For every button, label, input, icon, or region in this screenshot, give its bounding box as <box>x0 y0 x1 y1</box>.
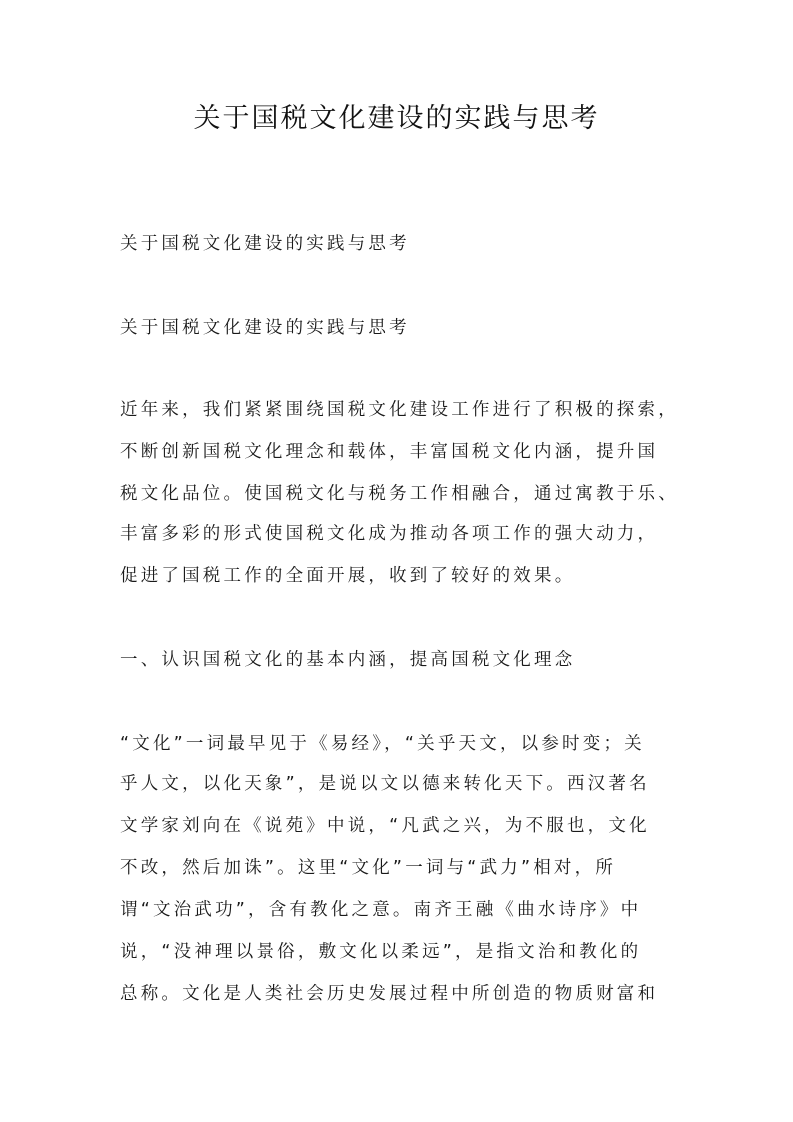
text-line: 促进了国税工作的全面开展，收到了较好的效果。 <box>120 566 576 586</box>
subtitle-line: 关于国税文化建设的实践与思考 <box>120 234 410 254</box>
text-line: 总称。文化是人类社会历史发展过程中所创造的物质财富和 <box>120 984 659 1004</box>
text-line: 不断创新国税文化理念和载体，丰富国税文化内涵，提升国 <box>120 442 659 462</box>
text-line: 近年来，我们紧紧围绕国税文化建设工作进行了积极的探索， <box>120 400 679 420</box>
text-line: 文学家刘向在《说苑》中说，“凡武之兴，为不服也，文化 <box>120 816 650 836</box>
text-line: 说，“没神理以景俗，敷文化以柔远”，是指文治和教化的 <box>120 942 642 962</box>
section-heading: 一、认识国税文化的基本内涵，提高国税文化理念 <box>120 650 576 670</box>
text-line: 税文化品位。使国税文化与税务工作相融合，通过寓教于乐、 <box>120 484 679 504</box>
text-line: 不改，然后加诛”。这里“文化”一词与“武力”相对，所 <box>120 858 617 878</box>
subtitle-line: 关于国税文化建设的实践与思考 <box>120 318 410 338</box>
text-line: 乎人文，以化天象”，是说以文以德来转化天下。西汉著名 <box>120 774 650 794</box>
document-title: 关于国税文化建设的实践与思考 <box>193 103 600 134</box>
text-line: 谓“文治武功”，含有教化之意。南齐王融《曲水诗序》中 <box>120 900 642 920</box>
text-line: “文化”一词最早见于《易经》，“关乎天文，以参时变；关 <box>120 734 645 754</box>
text-line: 丰富多彩的形式使国税文化成为推动各项工作的强大动力， <box>120 524 659 544</box>
